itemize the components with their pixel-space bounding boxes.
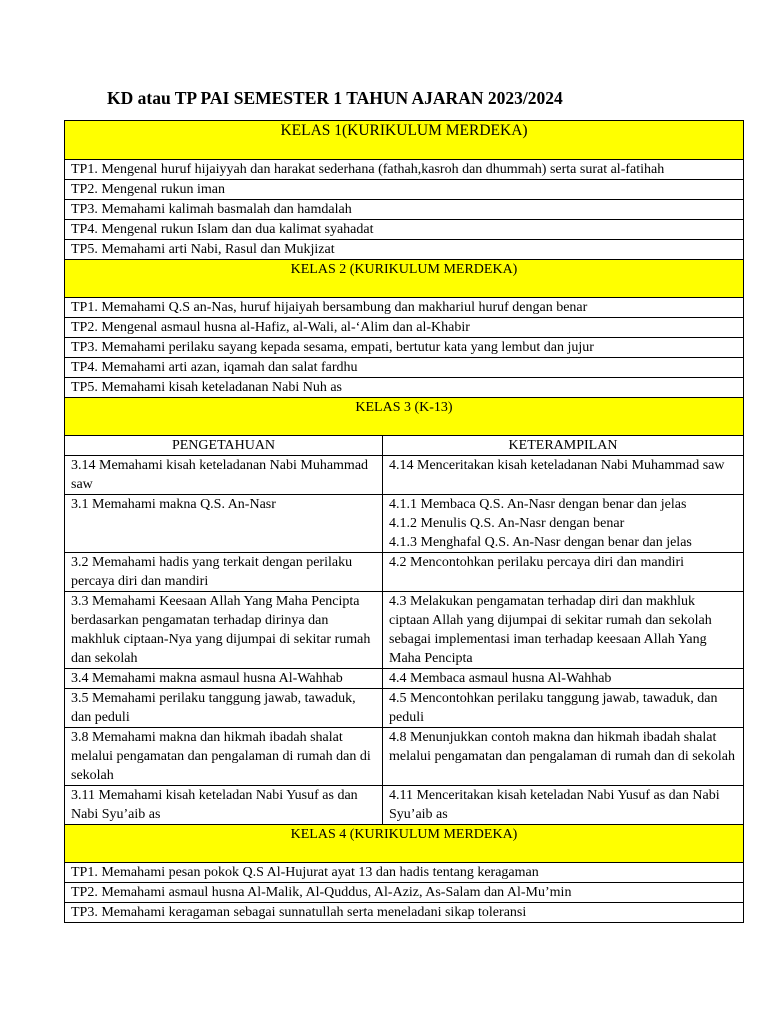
kelas2-tp5: TP5. Memahami kisah keteladanan Nabi Nuh as — [65, 378, 744, 398]
kelas2-tp4: TP4. Memahami arti azan, iqamah dan salat fardhu — [65, 358, 744, 378]
pengetahuan-cell: 3.4 Memahami makna asmaul husna Al-Wahhab — [65, 669, 383, 689]
kelas3-column-header-row — [65, 436, 744, 456]
keterampilan-cell — [383, 786, 744, 825]
column-header-pengetahuan: PENGETAHUAN — [65, 436, 383, 456]
kelas1-header-row — [65, 121, 744, 160]
kelas1-tp5: TP5. Memahami arti Nabi, Rasul dan Mukjizat — [65, 240, 744, 260]
table-row — [65, 220, 744, 240]
pengetahuan-cell: 3.14 Memahami kisah keteladanan Nabi Muhammad saw — [65, 456, 383, 495]
table-row — [65, 728, 744, 786]
table-row — [65, 318, 744, 338]
table-row — [65, 378, 744, 398]
document-title: KD atau TP PAI SEMESTER 1 TAHUN AJARAN 2023/2024 — [107, 88, 563, 108]
keterampilan-cell — [383, 456, 744, 495]
table-row — [65, 903, 744, 923]
table-row — [65, 358, 744, 378]
kelas1-tp3: TP3. Memahami kalimah basmalah dan hamdalah — [65, 200, 744, 220]
keterampilan-cell — [383, 669, 744, 689]
table-row — [65, 456, 744, 495]
keterampilan-line: 4.14 Menceritakan kisah keteladanan Nabi Muhammad saw — [389, 458, 725, 473]
table-row — [65, 160, 744, 180]
keterampilan-line: 4.2 Mencontohkan perilaku percaya diri dan mandiri — [389, 555, 685, 570]
table-row — [65, 200, 744, 220]
kelas1-tp1: TP1. Mengenal huruf hijaiyyah dan harakat sederhana (fathah,kasroh dan dhummah) serta surat al-fatihah — [65, 160, 744, 180]
kelas2-header: KELAS 2 (KURIKULUM MERDEKA) — [65, 260, 744, 298]
kelas1-header: KELAS 1(KURIKULUM MERDEKA) — [65, 121, 744, 160]
kelas3-header-row — [65, 398, 744, 436]
curriculum-table — [64, 120, 744, 923]
table-row — [65, 553, 744, 592]
kelas4-tp2: TP2. Memahami asmaul husna Al-Malik, Al-Quddus, Al-Aziz, As-Salam dan Al-Mu’min — [65, 883, 744, 903]
table-row — [65, 669, 744, 689]
keterampilan-line: 4.4 Membaca asmaul husna Al-Wahhab — [389, 671, 612, 686]
column-header-keterampilan: KETERAMPILAN — [383, 436, 744, 456]
pengetahuan-cell: 3.5 Memahami perilaku tanggung jawab, tawaduk, dan peduli — [65, 689, 383, 728]
kelas4-tp3: TP3. Memahami keragaman sebagai sunnatullah serta meneladani sikap toleransi — [65, 903, 744, 923]
kelas2-header-row — [65, 260, 744, 298]
keterampilan-cell — [383, 689, 744, 728]
table-row — [65, 786, 744, 825]
pengetahuan-cell: 3.8 Memahami makna dan hikmah ibadah shalat melalui pengamatan dan pengalaman di rumah dan di sekolah — [65, 728, 383, 786]
keterampilan-cell — [383, 728, 744, 786]
table-row — [65, 240, 744, 260]
kelas4-header: KELAS 4 (KURIKULUM MERDEKA) — [65, 825, 744, 863]
keterampilan-line: 4.1.2 Menulis Q.S. An-Nasr dengan benar — [389, 516, 625, 531]
table-row — [65, 883, 744, 903]
kelas2-tp3: TP3. Memahami perilaku sayang kepada sesama, empati, bertutur kata yang lembut dan jujur — [65, 338, 744, 358]
pengetahuan-cell: 3.3 Memahami Keesaan Allah Yang Maha Pencipta berdasarkan pengamatan terhadap dirinya dan makhluk ciptaan-Nya yang dijumpai di sekitar rumah dan sekolah — [65, 592, 383, 669]
kelas4-header-row — [65, 825, 744, 863]
table-row — [65, 863, 744, 883]
keterampilan-line: 4.5 Mencontohkan perilaku tanggung jawab, tawaduk, dan peduli — [389, 691, 718, 725]
kelas1-tp2: TP2. Mengenal rukun iman — [65, 180, 744, 200]
keterampilan-line: 4.8 Menunjukkan contoh makna dan hikmah ibadah shalat melalui pengamatan dan pengalaman di rumah dan di sekolah — [389, 730, 735, 764]
keterampilan-line: 4.1.3 Menghafal Q.S. An-Nasr dengan benar dan jelas — [389, 535, 692, 550]
table-row — [65, 180, 744, 200]
table-row — [65, 495, 744, 553]
keterampilan-cell — [383, 553, 744, 592]
table-row — [65, 689, 744, 728]
keterampilan-line: 4.11 Menceritakan kisah keteladan Nabi Yusuf as dan Nabi Syu’aib as — [389, 788, 720, 822]
pengetahuan-cell: 3.2 Memahami hadis yang terkait dengan perilaku percaya diri dan mandiri — [65, 553, 383, 592]
keterampilan-line: 4.3 Melakukan pengamatan terhadap diri dan makhluk ciptaan Allah yang dijumpai di sekitar rumah dan sekolah sebagai implementasi iman terhadap keesaan Allah Yang Maha Pencipta — [389, 594, 712, 666]
keterampilan-cell — [383, 495, 744, 553]
kelas4-tp1: TP1. Memahami pesan pokok Q.S Al-Hujurat ayat 13 dan hadis tentang keragaman — [65, 863, 744, 883]
table-row — [65, 592, 744, 669]
table-row — [65, 338, 744, 358]
keterampilan-cell — [383, 592, 744, 669]
kelas2-tp2: TP2. Mengenal asmaul husna al-Hafiz, al-Wali, al-‘Alim dan al-Khabir — [65, 318, 744, 338]
keterampilan-line: 4.1.1 Membaca Q.S. An-Nasr dengan benar dan jelas — [389, 497, 687, 512]
table-row — [65, 298, 744, 318]
kelas1-tp4: TP4. Mengenal rukun Islam dan dua kalimat syahadat — [65, 220, 744, 240]
pengetahuan-cell: 3.11 Memahami kisah keteladan Nabi Yusuf as dan Nabi Syu’aib as — [65, 786, 383, 825]
pengetahuan-cell: 3.1 Memahami makna Q.S. An-Nasr — [65, 495, 383, 553]
kelas3-header: KELAS 3 (K-13) — [65, 398, 744, 436]
kelas2-tp1: TP1. Memahami Q.S an-Nas, huruf hijaiyah bersambung dan makhariul huruf dengan benar — [65, 298, 744, 318]
